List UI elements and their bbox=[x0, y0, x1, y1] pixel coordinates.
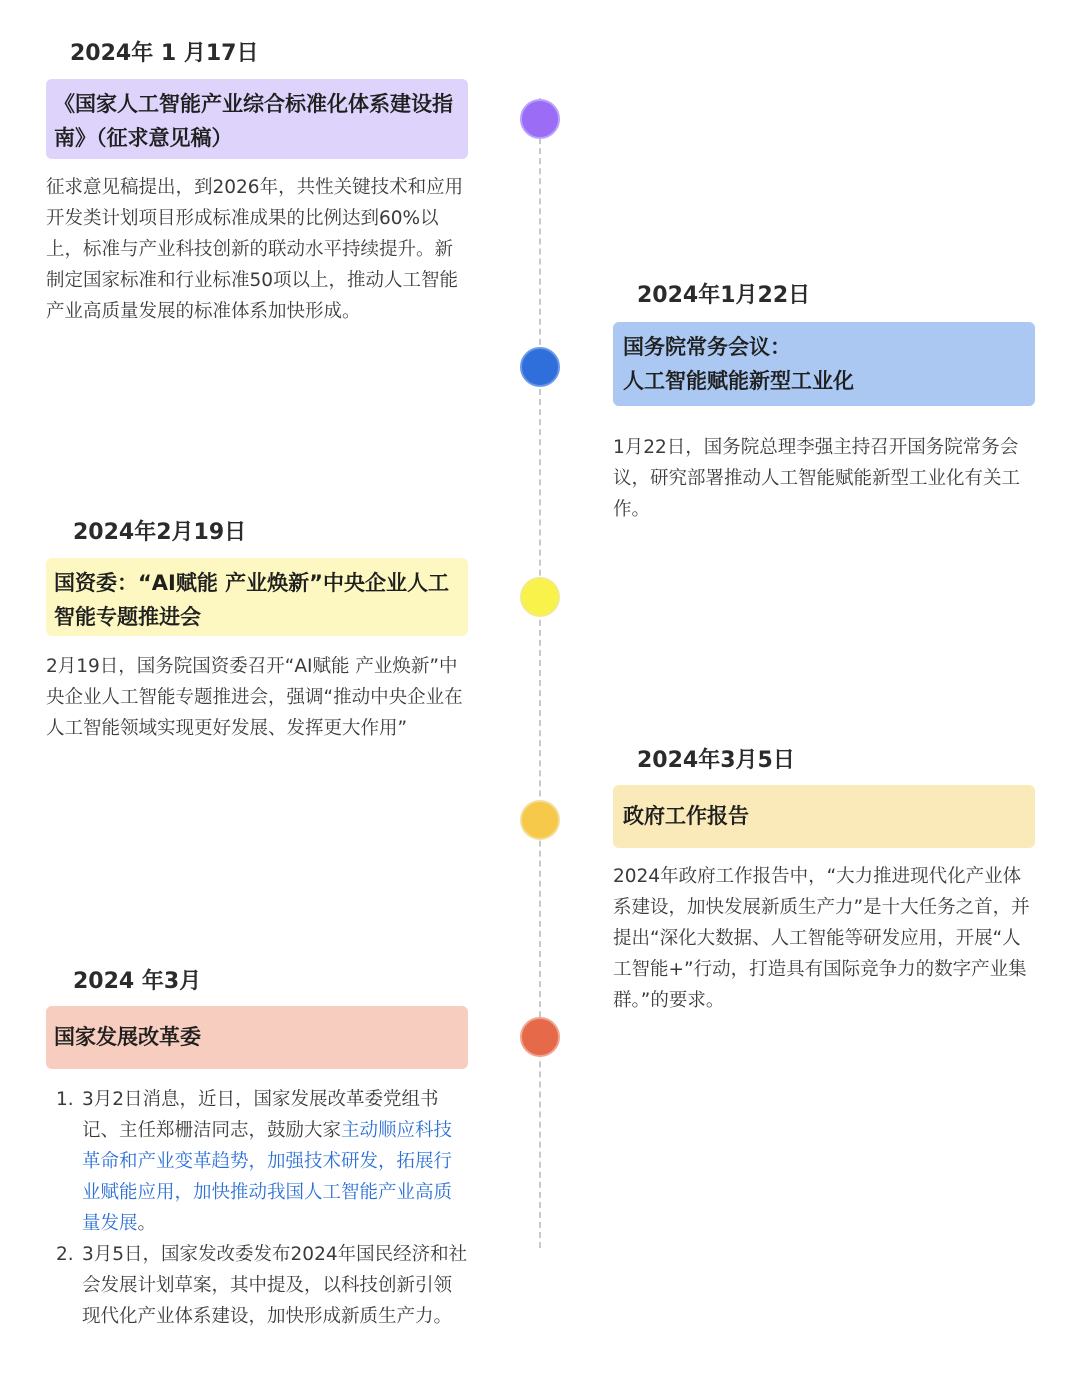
timeline-dot-red bbox=[520, 1017, 560, 1057]
event-title: 政府工作报告 bbox=[623, 804, 749, 828]
list-item-highlight: 主动顺应科技革命和产业变革趋势，加强技术研发，拓展行业赋能应用，加快推动我国人工智能产业高质量发展 bbox=[82, 1120, 453, 1234]
event-body bbox=[46, 172, 470, 327]
timeline-dot-orange bbox=[520, 800, 560, 840]
event-body bbox=[613, 861, 1037, 1016]
event-title: 国资委：“AI赋能 产业焕新”中央企业人工智能专题推进会 bbox=[54, 571, 449, 629]
timeline-line bbox=[539, 98, 541, 1248]
event-body-text: 1月22日，国务院总理李强主持召开国务院常务会议，研究部署推动人工智能赋能新型工业化有关工作。 bbox=[613, 437, 1021, 520]
event-title-card bbox=[613, 785, 1035, 848]
event-body bbox=[46, 651, 470, 744]
timeline-dot-blue bbox=[520, 347, 560, 387]
event-date: 2024年2月19日 bbox=[73, 520, 247, 545]
list-item-number: 1. bbox=[56, 1089, 74, 1110]
event-date: 2024 年3月 bbox=[73, 969, 202, 994]
list-item bbox=[46, 1239, 470, 1332]
event-date: 2024年3月5日 bbox=[637, 748, 795, 773]
event-title-card bbox=[46, 558, 468, 636]
event-title-card bbox=[46, 1006, 468, 1069]
event-body-text: 2024年政府工作报告中，“大力推进现代化产业体系建设，加快发展新质生产力”是十大任务之首，并提出“深化大数据、人工智能等研发应用，开展“人工智能+”行动，打造具有国际竞争力的数字产业集群。”的要求。 bbox=[613, 866, 1030, 1011]
event-body-text: 征求意见稿提出，到2026年，共性关键技术和应用开发类计划项目形成标准成果的比例达到60%以上，标准与产业科技创新的联动水平持续提升。新制定国家标准和行业标准50项以上，推动人工智能产业高质量发展的标准体系加快形成。 bbox=[46, 177, 464, 322]
timeline-dot-purple bbox=[520, 99, 560, 139]
event-title-card bbox=[613, 322, 1035, 406]
event-title-line: 人工智能赋能新型工业化 bbox=[623, 369, 854, 393]
event-item-list bbox=[46, 1084, 470, 1332]
event-title-line: 国务院常务会议： bbox=[623, 335, 791, 359]
list-item-text: 3月5日，国家发改委发布2024年国民经济和社会发展计划草案，其中提及，以科技创新引领现代化产业体系建设，加快形成新质生产力。 bbox=[82, 1244, 468, 1327]
event-body bbox=[46, 1084, 470, 1332]
list-item-text: 3月2日消息，近日，国家发展改革委党组书记、主任郑栅洁同志，鼓励大家 bbox=[82, 1089, 439, 1141]
event-title-card bbox=[46, 79, 468, 159]
event-title: 国家发展改革委 bbox=[54, 1025, 201, 1049]
timeline-dot-yellow bbox=[520, 577, 560, 617]
list-item-number: 2. bbox=[56, 1244, 74, 1265]
event-title: 《国家人工智能产业综合标准化体系建设指南》（征求意见稿） bbox=[54, 92, 453, 150]
event-body-text: 2月19日，国务院国资委召开“AI赋能 产业焕新”中央企业人工智能专题推进会，强调“推动中央企业在人工智能领域实现更好发展、发挥更大作用” bbox=[46, 656, 463, 739]
list-item-text-end: 。 bbox=[137, 1213, 157, 1234]
event-body bbox=[613, 432, 1037, 525]
list-item bbox=[46, 1084, 470, 1239]
event-date: 2024年 1 月17日 bbox=[70, 41, 259, 66]
event-date: 2024年1月22日 bbox=[637, 283, 811, 308]
